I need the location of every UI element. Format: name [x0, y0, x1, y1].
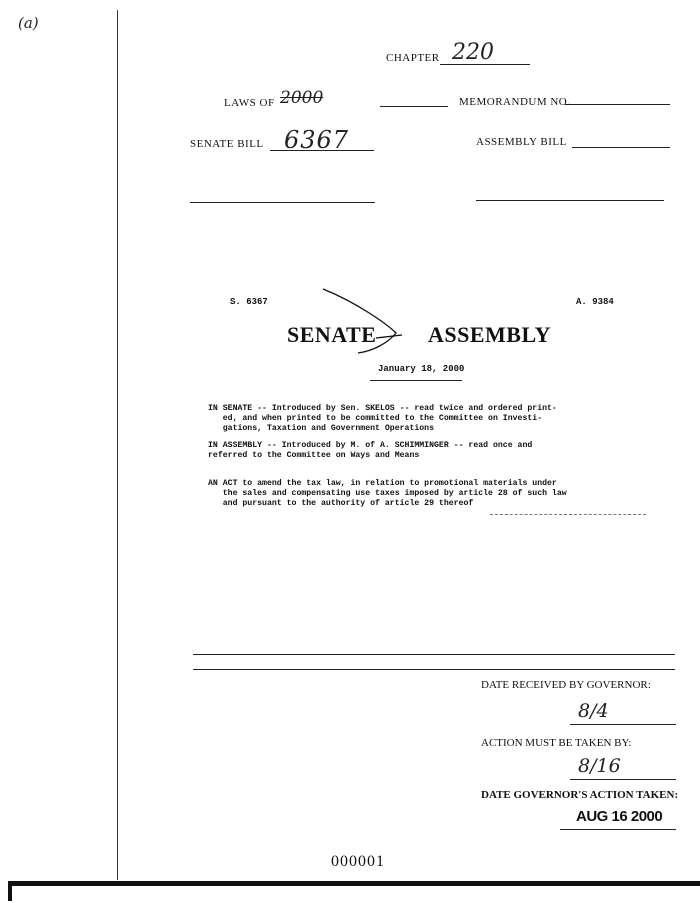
action-by-label: ACTION MUST BE TAKEN BY: — [481, 737, 632, 749]
date-underline — [370, 380, 462, 381]
senate-bill-value: 6367 — [284, 126, 350, 154]
page-number: 000001 — [331, 853, 385, 870]
assembly-bill-line — [572, 147, 670, 148]
date-received-label: DATE RECEIVED BY GOVERNOR: — [481, 679, 651, 691]
chapter-line — [440, 64, 530, 65]
blank-line-right — [476, 200, 664, 201]
bill-date: January 18, 2000 — [378, 364, 465, 374]
corner-mark: (a) — [18, 14, 39, 32]
bottom-scan-edge-left-tick — [8, 881, 12, 901]
action-taken-label: DATE GOVERNOR'S ACTION TAKEN: — [481, 789, 679, 801]
senate-intro: IN SENATE -- Introduced by Sen. SKELOS -- read twice and ordered print- ed, and when printed to be committed to the Committee on Investi- gations, Taxation and Government Operations — [208, 404, 557, 433]
memorandum-label: MEMORANDUM NO. — [459, 96, 571, 108]
date-received-line — [570, 724, 676, 725]
senate-bill-label: SENATE BILL — [190, 138, 264, 150]
action-by-value: 8/16 — [578, 755, 621, 777]
chapter-label: CHAPTER — [386, 52, 440, 64]
assembly-bill-label: ASSEMBLY BILL — [476, 136, 567, 148]
blank-line-left — [190, 202, 375, 203]
bottom-scan-edge — [8, 881, 700, 886]
heading-assembly: ASSEMBLY — [428, 322, 552, 347]
laws-blank-line — [380, 106, 448, 107]
heading-senate: SENATE — [287, 322, 377, 347]
assembly-number: A. 9384 — [576, 297, 614, 307]
senate-number: S. 6367 — [230, 297, 268, 307]
governor-top-rule-1 — [193, 654, 675, 655]
action-taken-line — [560, 829, 676, 830]
act-text: AN ACT to amend the tax law, in relation to promotional materials under the sales and compensating use taxes imposed by article 28 of such law and pursuant to the authority of article 29 thereof — [208, 479, 567, 508]
memorandum-line — [565, 104, 670, 105]
action-taken-stamp: AUG 16 2000 — [576, 808, 663, 825]
senate-bill-line — [270, 150, 374, 151]
laws-of-value: 2000 — [280, 88, 324, 108]
action-by-line — [570, 779, 676, 780]
act-end-rule — [490, 514, 646, 515]
assembly-intro: IN ASSEMBLY -- Introduced by M. of A. SCHIMMINGER -- read once and referred to the Committee on Ways and Means — [208, 441, 533, 460]
governor-top-rule-2 — [193, 669, 675, 670]
chapter-value: 220 — [452, 40, 494, 65]
margin-rule — [117, 10, 118, 880]
date-received-value: 8/4 — [578, 700, 609, 722]
laws-of-label: LAWS OF — [224, 97, 275, 109]
